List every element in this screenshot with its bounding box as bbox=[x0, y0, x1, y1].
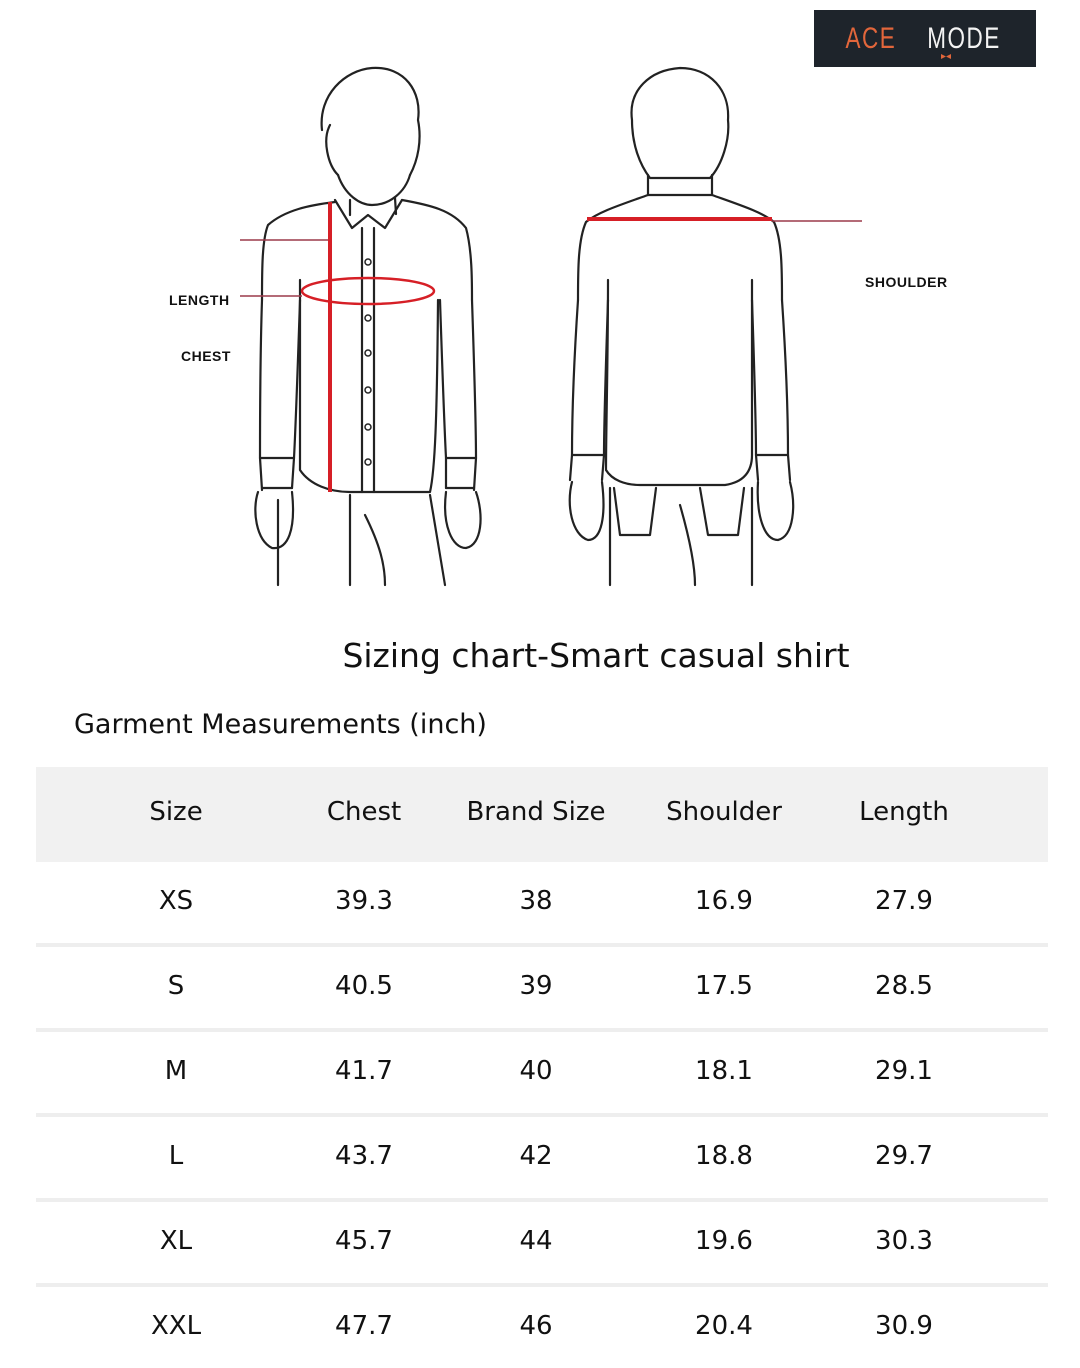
cell-brand-size: 38 bbox=[519, 886, 553, 916]
bow-tie-icon bbox=[941, 54, 951, 59]
header-shoulder: Shoulder bbox=[666, 797, 782, 827]
cell-shoulder: 17.5 bbox=[695, 971, 753, 1001]
table-row bbox=[36, 1202, 1048, 1283]
brand-logo-word-mode: MODE bbox=[927, 21, 1001, 55]
callout-leader-lines bbox=[240, 221, 862, 296]
cell-size: XS bbox=[158, 886, 194, 916]
cell-size: L bbox=[168, 1141, 184, 1171]
callout-shoulder-label: SHOULDER bbox=[865, 274, 948, 290]
callout-chest-label: CHEST bbox=[181, 348, 231, 364]
cell-chest: 47.7 bbox=[335, 1311, 393, 1341]
table-header-row bbox=[36, 767, 1048, 862]
header-size: Size bbox=[149, 797, 203, 827]
cell-brand-size: 46 bbox=[519, 1311, 553, 1341]
cell-shoulder: 20.4 bbox=[695, 1311, 753, 1341]
brand-logo bbox=[814, 10, 1036, 67]
cell-size: S bbox=[167, 971, 185, 1001]
cell-length: 30.3 bbox=[875, 1226, 933, 1256]
cell-brand-size: 44 bbox=[519, 1226, 553, 1256]
cell-chest: 39.3 bbox=[335, 886, 393, 916]
shirt-measurement-illustration bbox=[0, 60, 1080, 620]
measurements-subtitle: Garment Measurements (inch) bbox=[74, 709, 487, 740]
table-row bbox=[36, 947, 1048, 1028]
cell-length: 27.9 bbox=[875, 886, 933, 916]
cell-brand-size: 42 bbox=[519, 1141, 553, 1171]
table-row bbox=[36, 1287, 1048, 1368]
cell-length: 29.1 bbox=[875, 1056, 933, 1086]
back-figure bbox=[570, 68, 793, 585]
cell-chest: 45.7 bbox=[335, 1226, 393, 1256]
measurement-markers bbox=[302, 202, 772, 492]
chest-marker bbox=[302, 278, 434, 304]
header-length: Length bbox=[859, 797, 949, 827]
chart-title: Sizing chart-Smart casual shirt bbox=[342, 636, 850, 675]
size-table bbox=[36, 767, 1048, 1368]
header-brand-size: Brand Size bbox=[466, 797, 606, 827]
cell-length: 30.9 bbox=[875, 1311, 933, 1341]
cell-length: 28.5 bbox=[875, 971, 933, 1001]
cell-size: XL bbox=[159, 1226, 193, 1256]
cell-shoulder: 19.6 bbox=[695, 1226, 753, 1256]
brand-logo-word-ace: ACE bbox=[845, 21, 897, 55]
cell-chest: 43.7 bbox=[335, 1141, 393, 1171]
cell-chest: 40.5 bbox=[335, 971, 393, 1001]
cell-shoulder: 18.8 bbox=[695, 1141, 753, 1171]
header-chest: Chest bbox=[326, 797, 402, 827]
table-row bbox=[36, 862, 1048, 943]
cell-length: 29.7 bbox=[875, 1141, 933, 1171]
cell-brand-size: 39 bbox=[519, 971, 553, 1001]
table-row bbox=[36, 1117, 1048, 1198]
cell-chest: 41.7 bbox=[335, 1056, 393, 1086]
cell-shoulder: 16.9 bbox=[695, 886, 753, 916]
cell-size: XXL bbox=[150, 1311, 202, 1341]
cell-size: M bbox=[164, 1056, 188, 1086]
cell-shoulder: 18.1 bbox=[695, 1056, 753, 1086]
callout-length-label: LENGTH bbox=[169, 292, 230, 308]
table-row bbox=[36, 1032, 1048, 1113]
cell-brand-size: 40 bbox=[519, 1056, 553, 1086]
front-figure bbox=[255, 68, 480, 585]
